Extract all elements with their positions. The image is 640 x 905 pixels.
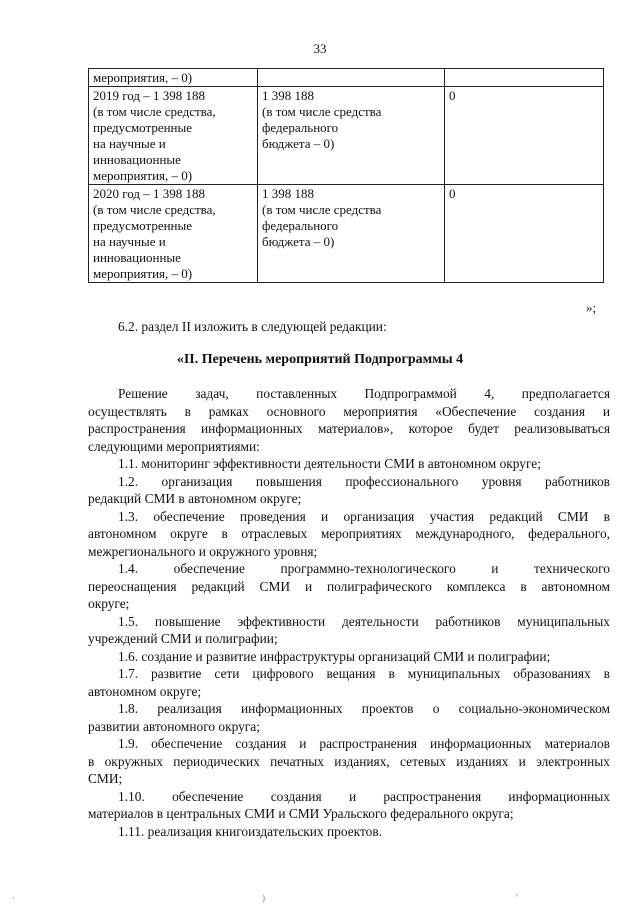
scan-mark-left: · <box>12 893 15 903</box>
list-item <box>88 665 610 700</box>
list-item <box>88 455 610 473</box>
page-number: 33 <box>313 41 327 56</box>
list-item <box>88 508 610 561</box>
cell-text: бюджета – 0) <box>262 136 335 151</box>
paragraph-line: автономном округе; <box>88 683 202 699</box>
intro-line <box>88 318 610 336</box>
table-cell <box>258 87 445 185</box>
table-cell <box>258 185 445 283</box>
paragraph-line: 1.1. мониторинг эффективности деятельности СМИ в автономном округе; <box>118 456 541 471</box>
paragraph-line: редакций СМИ в автономном округе; <box>88 491 302 506</box>
paragraph-line: осуществлять в рамках основного мероприятия «Обеспечение создания и <box>88 403 610 419</box>
paragraph-line: материалов в центральных СМИ и СМИ Уральского федерального округа; <box>88 806 514 821</box>
cell-text: инновационные <box>93 250 181 265</box>
cell-text: 1 398 188 <box>262 186 314 201</box>
paragraph-line: 1.2. организация повышения профессионального уровня работников <box>118 473 610 489</box>
paragraph-line: 1.9. обеспечение создания и распространения информационных материалов <box>118 736 610 751</box>
scan-mark-mid: ) <box>262 893 265 903</box>
paragraph-line: 1.3. обеспечение проведения и организация участия редакций СМИ в <box>118 508 610 524</box>
paragraph-line: 1.7. развитие сети цифрового вещания в муниципальных образованиях в <box>118 666 610 681</box>
table-row <box>89 185 604 283</box>
table-cell <box>89 185 258 283</box>
paragraph-line: Решение задач, поставленных Подпрограммой 4, предполагается <box>118 386 610 401</box>
paragraph-line: межрегионального и окружного уровня; <box>88 543 318 559</box>
list-item <box>88 648 610 666</box>
paragraph-line: в окружных периодических печатных изданиях, сетевых изданиях и электронных <box>88 753 610 769</box>
cell-text: мероприятия, – 0) <box>93 266 193 281</box>
cell-text: на научные и <box>93 234 166 249</box>
list-item <box>88 700 610 735</box>
paragraph-line: развитии автономного округа; <box>88 718 260 734</box>
scan-mark-right: ' <box>516 893 518 903</box>
paragraph-line: 1.5. повышение эффективности деятельности работников муниципальных <box>118 613 610 629</box>
section-heading: «II. Перечень мероприятий Подпрограммы 4 <box>176 352 464 367</box>
cell-text: (в том числе средства, <box>93 202 216 217</box>
cell-text: предусмотренные <box>93 120 193 135</box>
paragraph-line: учреждений СМИ и полиграфии; <box>88 631 278 646</box>
paragraph-line: следующими мероприятиями: <box>88 438 260 454</box>
cell-text: 0 <box>449 186 456 201</box>
list-item <box>88 613 610 648</box>
paragraph-line: 1.10. обеспечение создания и распространения информационных <box>118 788 610 804</box>
cell-text: 2019 год – 1 398 188 <box>93 88 205 103</box>
cell-text: 0 <box>449 88 456 103</box>
table-cell <box>445 185 604 283</box>
list-item <box>88 473 610 508</box>
table-cell <box>89 87 258 185</box>
cell-text: на научные и <box>93 136 166 151</box>
list-item <box>88 560 610 613</box>
table-row <box>89 87 604 185</box>
table-cell <box>89 69 258 87</box>
paragraph-line: 1.6. создание и развитие инфраструктуры организаций СМИ и полиграфии; <box>118 648 551 664</box>
paragraph-line: 1.4. обеспечение программно-технологического и технического <box>118 561 610 576</box>
paragraph-line: распространения информационных материалов», которое будет реализовываться <box>88 421 610 436</box>
paragraph-line: автономном округе в отраслевых мероприятиях международного, федерального, <box>88 526 610 541</box>
cell-text: 1 398 188 <box>262 88 314 103</box>
paragraph-line: СМИ; <box>88 771 123 786</box>
paragraph-line: 1.8. реализация информационных проектов о социально-экономическом <box>118 701 610 716</box>
cell-text: мероприятия, – 0) <box>93 70 193 85</box>
intro-text: 6.2. раздел II изложить в следующей редакции: <box>118 319 387 334</box>
cell-text: (в том числе средства <box>262 104 382 119</box>
table-cell <box>258 69 445 87</box>
paragraph-line: 1.11. реализация книгоиздательских проектов. <box>118 823 383 839</box>
cell-text: (в том числе средства, <box>93 104 216 119</box>
paragraph-intro <box>88 385 610 455</box>
budget-table <box>88 68 604 283</box>
paragraph-line: переоснащения редакций СМИ и полиграфического комплекса в автономном <box>88 578 610 594</box>
table-row <box>89 69 604 87</box>
cell-text: мероприятия, – 0) <box>93 168 193 183</box>
cell-text: инновационные <box>93 152 181 167</box>
list-item <box>88 823 610 841</box>
list-item <box>88 735 610 788</box>
table-cell <box>445 87 604 185</box>
cell-text: федерального <box>262 120 339 135</box>
cell-text: 2020 год – 1 398 188 <box>93 186 205 201</box>
table-cell <box>445 69 604 87</box>
list-item <box>88 788 610 823</box>
cell-text: бюджета – 0) <box>262 234 335 249</box>
quote-close: »; <box>586 300 597 315</box>
paragraph-line: округе; <box>88 596 130 611</box>
cell-text: федерального <box>262 218 339 233</box>
cell-text: (в том числе средства <box>262 202 382 217</box>
cell-text: предусмотренные <box>93 218 193 233</box>
